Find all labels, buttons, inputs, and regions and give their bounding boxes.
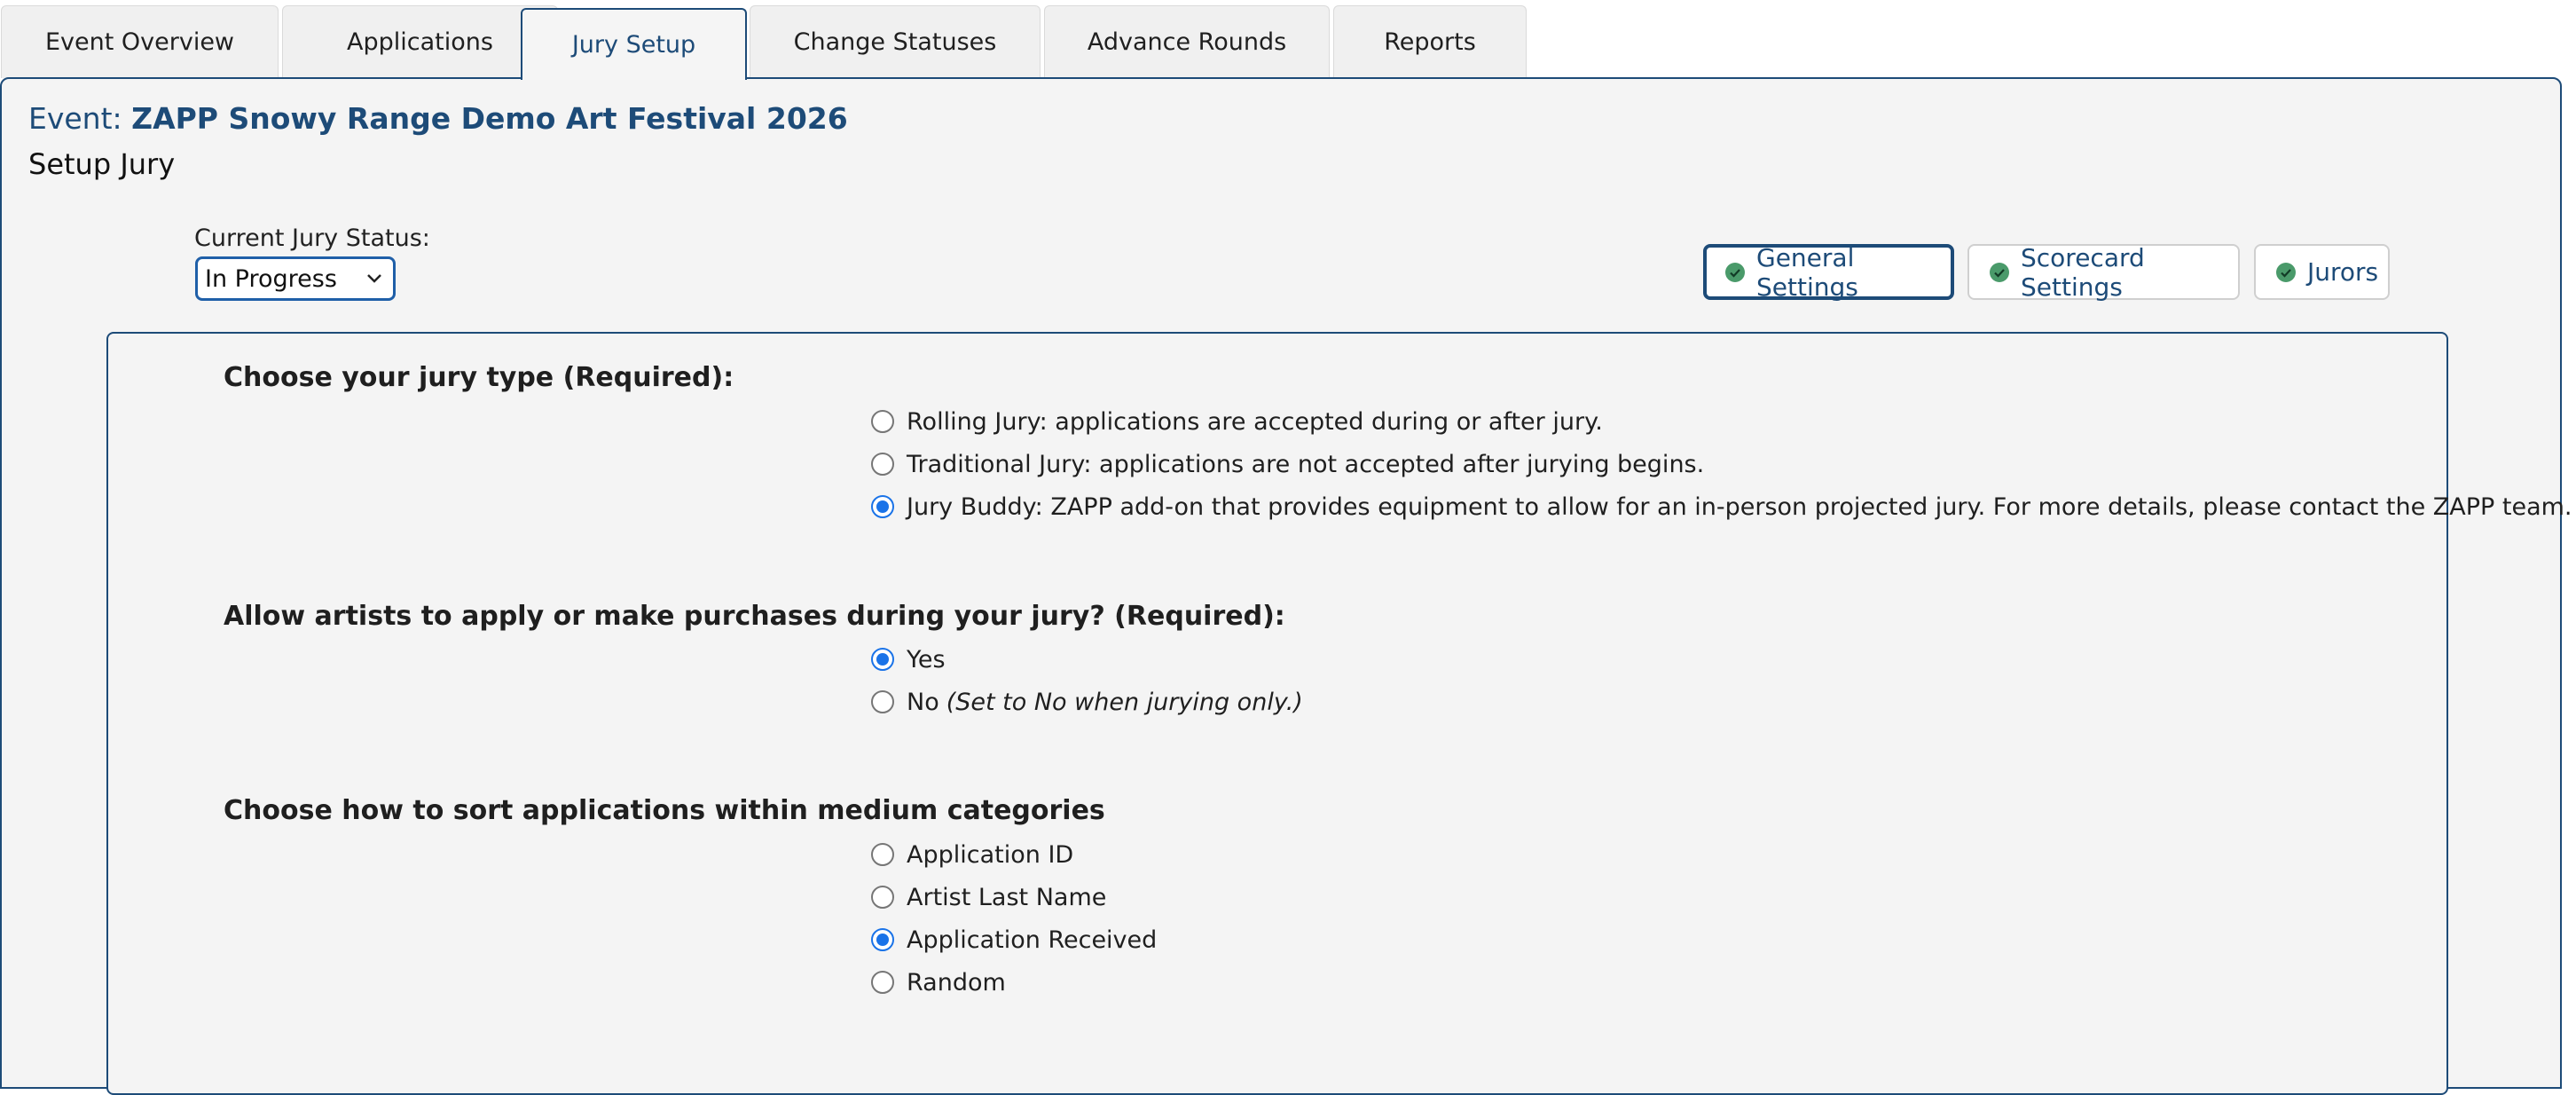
jury-type-option-rolling[interactable] xyxy=(871,407,1603,436)
tab-event-overview[interactable]: Event Overview xyxy=(1,5,279,78)
option-label: Random xyxy=(907,968,1006,997)
jurors-label: Jurors xyxy=(2307,257,2379,287)
radio-button[interactable] xyxy=(871,690,894,713)
tab-change-statuses[interactable]: Change Statuses xyxy=(750,5,1041,78)
page-title: Setup Jury xyxy=(28,147,176,181)
jurors-button[interactable] xyxy=(2254,244,2390,300)
option-note: (Set to No when jurying only.) xyxy=(946,688,1303,716)
tab-applications[interactable]: Applications xyxy=(282,5,558,78)
scorecard-settings-label: Scorecard Settings xyxy=(2021,242,2145,302)
scorecard-settings-button[interactable] xyxy=(1967,244,2240,300)
jury-status-select[interactable] xyxy=(195,256,396,301)
radio-button[interactable] xyxy=(871,843,894,866)
sort-question: Choose how to sort applications within medium categories xyxy=(224,795,1105,826)
event-title xyxy=(28,101,848,136)
jury-type-option-traditional[interactable] xyxy=(871,450,1704,478)
tab-reports[interactable]: Reports xyxy=(1333,5,1527,78)
option-label: No xyxy=(907,688,939,716)
option-label: Yes xyxy=(907,645,946,674)
allow-apply-question: Allow artists to apply or make purchases during your jury? (Required): xyxy=(224,601,1285,632)
tab-jury-setup[interactable]: Jury Setup xyxy=(521,8,747,80)
radio-button-selected[interactable] xyxy=(871,648,894,671)
option-label: Jury Buddy: ZAPP add-on that provides equipment to allow for an in-person projected jury. For more details, please contact the ZAPP team. xyxy=(907,492,2572,521)
jury-status-label: Current Jury Status: xyxy=(194,225,430,252)
option-label: Rolling Jury: applications are accepted during or after jury. xyxy=(907,407,1603,436)
sort-option-application-received[interactable] xyxy=(871,926,1157,954)
jury-status-value: In Progress xyxy=(205,264,337,293)
radio-button[interactable] xyxy=(871,971,894,994)
radio-button-selected[interactable] xyxy=(871,495,894,518)
general-settings-label: General Settings xyxy=(1756,242,1858,302)
chevron-down-icon xyxy=(365,268,384,288)
sort-option-artist-last-name[interactable] xyxy=(871,883,1106,911)
radio-button[interactable] xyxy=(871,410,894,433)
event-prefix: Event: xyxy=(28,101,122,136)
check-circle-icon xyxy=(1724,262,1746,283)
jury-type-option-jury-buddy[interactable] xyxy=(871,492,2572,521)
radio-button[interactable] xyxy=(871,453,894,476)
check-circle-icon xyxy=(2275,262,2297,283)
jury-type-question: Choose your jury type (Required): xyxy=(224,362,734,393)
sort-option-random[interactable] xyxy=(871,968,1006,997)
option-label: Artist Last Name xyxy=(907,883,1107,911)
option-label: Traditional Jury: applications are not accepted after jurying begins. xyxy=(907,450,1705,478)
check-circle-icon xyxy=(1989,262,2010,283)
radio-button-selected[interactable] xyxy=(871,928,894,951)
option-label: Application Received xyxy=(907,926,1158,954)
sort-option-application-id[interactable] xyxy=(871,840,1073,869)
option-label: Application ID xyxy=(907,840,1074,869)
radio-button[interactable] xyxy=(871,886,894,909)
tab-advance-rounds[interactable]: Advance Rounds xyxy=(1044,5,1330,78)
allow-apply-option-yes[interactable] xyxy=(871,645,946,674)
tab-bar xyxy=(0,0,2576,79)
general-settings-button[interactable] xyxy=(1703,244,1954,300)
allow-apply-option-no[interactable] xyxy=(871,688,1303,716)
event-name: ZAPP Snowy Range Demo Art Festival 2026 xyxy=(131,101,848,136)
